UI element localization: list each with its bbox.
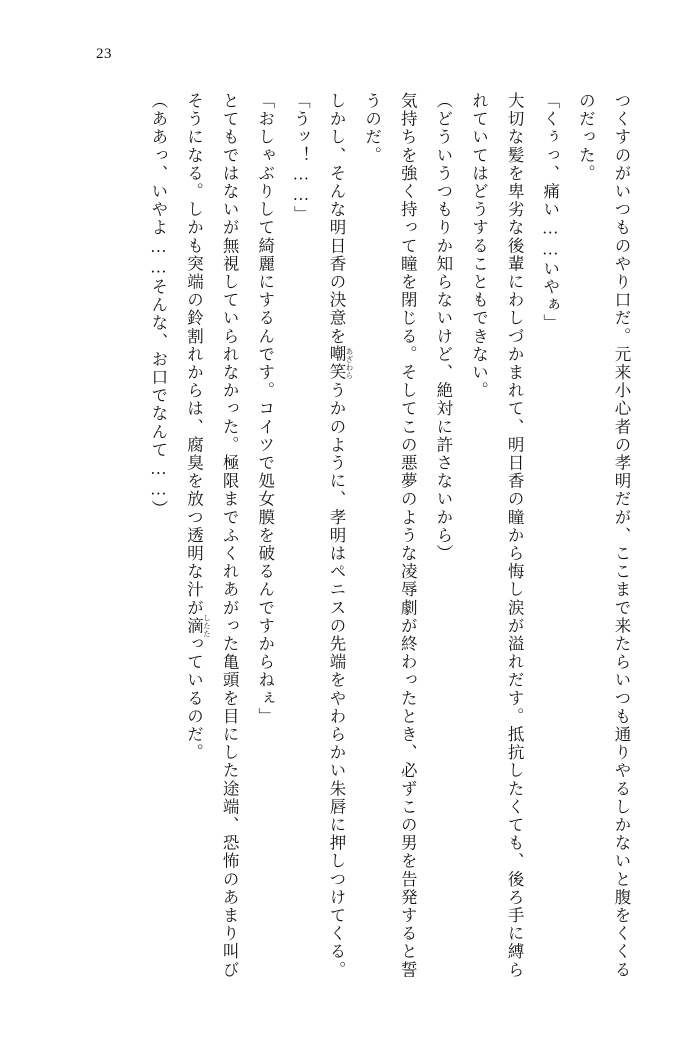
paragraph-with-ruby: とてもではないが無視していられなかった。極限までふくれあがった亀頭を目にした途端、恐怖のあまり叫びそうになる。しかも突端の鈴割れからは、腐臭を放つ透明な汁が滴 したたっているのだ。 [184,92,240,979]
paragraph: （ああっ、いやよ……そんな、お口でなんて……） [148,92,168,519]
paragraph: 「うッ！……」 [291,92,311,224]
paragraph-with-ruby: しかし、そんな明日香の決意を嘲笑 あざわらうかのように、孝明はペニスの先端をやわらかい朱唇に押しつけてくる。 [327,92,354,979]
paragraph: 気持ちを強く持って瞳を閉じる。そしてこの悪夢のような凌辱劇が終わったとき、必ずこの男を告発すると誓うのだ。 [362,92,418,979]
ruby-annotation: 嘲笑 あざわら [327,345,354,382]
paragraph: 「くぅっ、痛い……いやぁ」 [540,92,560,333]
paragraph: つくすのがいつものやり口だ。元来小心者の孝明だが、ここまで来たらいつも通りやるしかないと腹をくくるのだった。 [576,92,631,979]
paragraph: （どういうつもりか知らないけど、絶対に許さないから） [433,92,453,563]
vertical-text-body [96,92,639,982]
page-number: 23 [96,46,112,62]
paragraph: 「おしゃぶりして綺麗にするんです。コイツで処女膜を破るんですからねぇ」 [255,92,275,726]
paragraph: 大切な髪を卑劣な後輩にわしづかまれて、明日香の瞳から悔し涙が溢れだす。抵抗したくても、後ろ手に縛られていてはどうすることもできない。 [469,92,525,979]
ruby-annotation: 滴 したた [184,613,212,638]
